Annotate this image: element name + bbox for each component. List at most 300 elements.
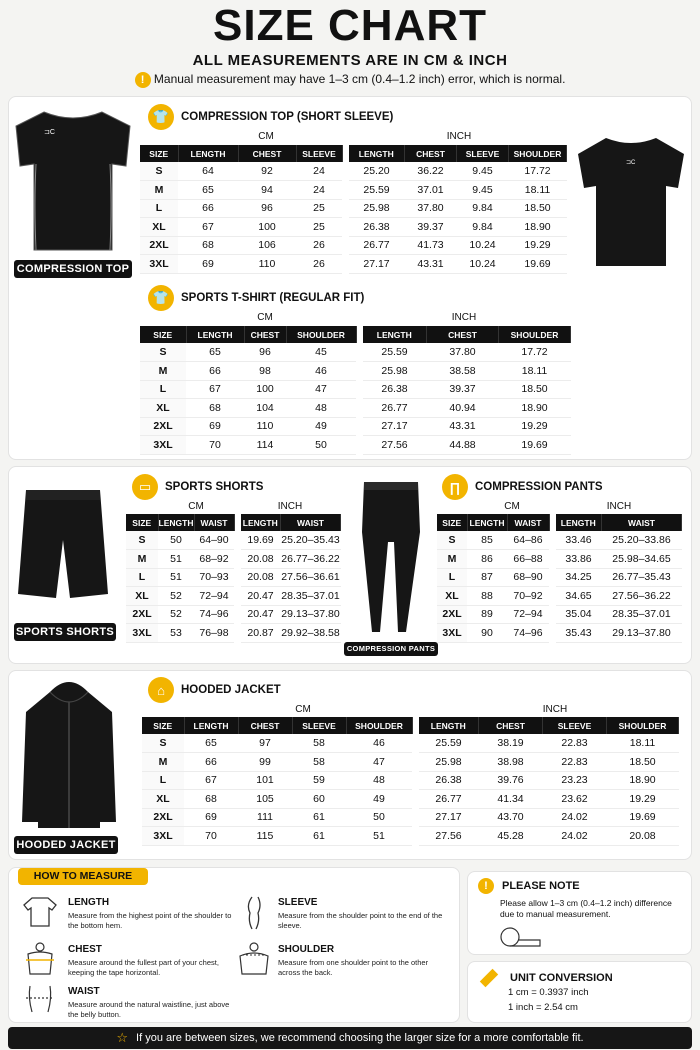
value-cell: 26.77 bbox=[419, 790, 479, 809]
cm-unit-label: CM bbox=[188, 501, 204, 512]
size-cell: 2XL bbox=[142, 808, 184, 827]
size-cell: S bbox=[142, 734, 184, 753]
value-cell: 18.11 bbox=[499, 362, 571, 381]
value-cell: 66 bbox=[184, 753, 238, 772]
column-header: LENGTH bbox=[556, 514, 602, 531]
value-cell: 26.77–35.43 bbox=[602, 568, 682, 587]
cm-table bbox=[140, 326, 357, 455]
value-cell: 18.50 bbox=[509, 199, 567, 218]
compression-pants-title: ∏ COMPRESSION PANTS bbox=[442, 474, 603, 500]
cm-unit-label: CM bbox=[257, 312, 273, 323]
value-cell: 74–96 bbox=[507, 624, 549, 643]
table-header-row bbox=[556, 514, 682, 531]
value-cell: 61 bbox=[292, 808, 346, 827]
exclamation-icon: ! bbox=[478, 878, 494, 894]
table-row bbox=[419, 790, 679, 809]
inch-table bbox=[556, 514, 683, 643]
value-cell: 92 bbox=[238, 162, 296, 181]
value-cell: 18.90 bbox=[499, 399, 571, 418]
table-row bbox=[241, 605, 341, 624]
sports-shorts-table bbox=[126, 514, 341, 643]
table-row bbox=[556, 624, 682, 643]
column-header: SHOULDER bbox=[509, 145, 567, 162]
value-cell: 49 bbox=[346, 790, 412, 809]
value-cell: 67 bbox=[186, 380, 244, 399]
table-row bbox=[140, 436, 356, 455]
table-row bbox=[140, 343, 356, 362]
compression-top-title: 👕 COMPRESSION TOP (SHORT SLEEVE) bbox=[148, 104, 393, 130]
measure-desc: Measure around the fullest part of your chest, keeping the tape horizontal. bbox=[68, 958, 219, 977]
size-cell: 3XL bbox=[140, 255, 178, 274]
table-row bbox=[126, 568, 234, 587]
inch-unit-label: INCH bbox=[446, 131, 472, 142]
value-cell: 20.47 bbox=[241, 587, 281, 606]
table-row bbox=[363, 343, 571, 362]
value-cell: 23.62 bbox=[543, 790, 607, 809]
value-cell: 25.98–34.65 bbox=[602, 550, 682, 569]
value-cell: 66–88 bbox=[507, 550, 549, 569]
table-row bbox=[140, 162, 342, 181]
size-cell: 3XL bbox=[140, 436, 186, 455]
value-cell: 64–86 bbox=[507, 531, 549, 550]
value-cell: 46 bbox=[286, 362, 356, 381]
table-header-row bbox=[140, 145, 342, 162]
table-row bbox=[140, 362, 356, 381]
value-cell: 37.80 bbox=[427, 343, 499, 362]
column-header: LENGTH bbox=[184, 717, 238, 734]
value-cell: 26.77 bbox=[349, 236, 405, 255]
table-row bbox=[437, 624, 549, 643]
back-shoulder-icon bbox=[236, 942, 272, 976]
value-cell: 66 bbox=[178, 199, 238, 218]
value-cell: 27.56–36.61 bbox=[281, 568, 341, 587]
value-cell: 68 bbox=[186, 399, 244, 418]
table-header-row bbox=[142, 717, 412, 734]
value-cell: 19.29 bbox=[607, 790, 679, 809]
table-row bbox=[556, 550, 682, 569]
table-row bbox=[349, 236, 567, 255]
table-row bbox=[349, 255, 567, 274]
value-cell: 39.37 bbox=[427, 380, 499, 399]
table-row bbox=[419, 771, 679, 790]
value-cell: 10.24 bbox=[457, 236, 509, 255]
value-cell: 25.98 bbox=[349, 199, 405, 218]
page-subtitle: ALL MEASUREMENTS ARE IN CM & INCH bbox=[192, 52, 508, 69]
value-cell: 26.38 bbox=[419, 771, 479, 790]
value-cell: 37.01 bbox=[405, 181, 457, 200]
value-cell: 43.31 bbox=[427, 417, 499, 436]
value-cell: 87 bbox=[467, 568, 507, 587]
value-cell: 18.11 bbox=[607, 734, 679, 753]
inch-unit-label: INCH bbox=[451, 312, 477, 323]
cm-unit-label: CM bbox=[295, 704, 311, 715]
value-cell: 24.02 bbox=[543, 827, 607, 846]
exclamation-icon: ! bbox=[135, 72, 151, 88]
size-cell: 3XL bbox=[437, 624, 467, 643]
value-cell: 23.23 bbox=[543, 771, 607, 790]
column-header: SHOULDER bbox=[499, 326, 571, 343]
value-cell: 22.83 bbox=[543, 734, 607, 753]
value-cell: 68–90 bbox=[507, 568, 549, 587]
compression-top-table bbox=[140, 145, 567, 274]
sports-shorts-title: ▭ SPORTS SHORTS bbox=[132, 474, 263, 500]
value-cell: 38.98 bbox=[479, 753, 543, 772]
value-cell: 44.88 bbox=[427, 436, 499, 455]
size-cell: S bbox=[140, 343, 186, 362]
cm-table bbox=[437, 514, 550, 643]
value-cell: 22.83 bbox=[543, 753, 607, 772]
sports-tshirt-title: 👕 SPORTS T-SHIRT (REGULAR FIT) bbox=[148, 285, 364, 311]
value-cell: 70 bbox=[184, 827, 238, 846]
size-cell: M bbox=[140, 181, 178, 200]
measure-name: SHOULDER bbox=[278, 944, 335, 955]
table-row bbox=[126, 550, 234, 569]
how-to-measure-heading: HOW TO MEASURE bbox=[18, 868, 148, 885]
size-cell: 2XL bbox=[126, 605, 158, 624]
value-cell: 43.31 bbox=[405, 255, 457, 274]
table-row bbox=[126, 587, 234, 606]
value-cell: 94 bbox=[238, 181, 296, 200]
value-cell: 41.34 bbox=[479, 790, 543, 809]
value-cell: 26 bbox=[296, 236, 342, 255]
value-cell: 25 bbox=[296, 199, 342, 218]
value-cell: 52 bbox=[158, 605, 194, 624]
value-cell: 105 bbox=[238, 790, 292, 809]
table-row bbox=[241, 568, 341, 587]
value-cell: 34.65 bbox=[556, 587, 602, 606]
size-cell: L bbox=[140, 380, 186, 399]
value-cell: 61 bbox=[292, 827, 346, 846]
sports-shorts-image bbox=[16, 484, 110, 610]
value-cell: 65 bbox=[184, 734, 238, 753]
table-header-row bbox=[126, 514, 234, 531]
size-cell: M bbox=[140, 362, 186, 381]
table-row bbox=[363, 436, 571, 455]
value-cell: 25.20–33.86 bbox=[602, 531, 682, 550]
column-header: LENGTH bbox=[363, 326, 427, 343]
value-cell: 9.84 bbox=[457, 199, 509, 218]
inch-table bbox=[241, 514, 342, 643]
value-cell: 29.92–38.58 bbox=[281, 624, 341, 643]
star-icon: ☆ bbox=[116, 1030, 129, 1045]
conversion-line: 1 inch = 2.54 cm bbox=[508, 1002, 578, 1013]
cm-unit-label: CM bbox=[504, 501, 520, 512]
table-header-row bbox=[363, 326, 571, 343]
value-cell: 25.20–35.43 bbox=[281, 531, 341, 550]
size-cell: 3XL bbox=[142, 827, 184, 846]
value-cell: 26.77 bbox=[363, 399, 427, 418]
value-cell: 47 bbox=[346, 753, 412, 772]
column-header: CHEST bbox=[427, 326, 499, 343]
table-row bbox=[419, 827, 679, 846]
conversion-line: 1 cm = 0.3937 inch bbox=[508, 987, 589, 998]
value-cell: 24 bbox=[296, 181, 342, 200]
measure-desc: Measure from one shoulder point to the other across the back. bbox=[278, 958, 429, 977]
value-cell: 90 bbox=[467, 624, 507, 643]
arm-sleeve-icon bbox=[236, 895, 272, 931]
column-header: LENGTH bbox=[158, 514, 194, 531]
size-cell: 2XL bbox=[437, 605, 467, 624]
column-header: SHOULDER bbox=[346, 717, 412, 734]
value-cell: 27.17 bbox=[349, 255, 405, 274]
value-cell: 39.37 bbox=[405, 218, 457, 237]
value-cell: 39.76 bbox=[479, 771, 543, 790]
table-row bbox=[363, 417, 571, 436]
value-cell: 97 bbox=[238, 734, 292, 753]
table-row bbox=[363, 380, 571, 399]
value-cell: 89 bbox=[467, 605, 507, 624]
table-row bbox=[140, 380, 356, 399]
shorts-icon: ▭ bbox=[132, 474, 158, 500]
hooded-jacket-table bbox=[142, 717, 679, 846]
value-cell: 64 bbox=[178, 162, 238, 181]
column-header: SIZE bbox=[140, 326, 186, 343]
column-header: LENGTH bbox=[467, 514, 507, 531]
size-cell: L bbox=[437, 568, 467, 587]
table-row bbox=[241, 550, 341, 569]
column-header: LENGTH bbox=[349, 145, 405, 162]
value-cell: 72–94 bbox=[507, 605, 549, 624]
value-cell: 19.29 bbox=[509, 236, 567, 255]
value-cell: 18.50 bbox=[607, 753, 679, 772]
size-cell: XL bbox=[140, 399, 186, 418]
compression-top-image bbox=[14, 104, 132, 256]
measure-desc: Measure around the natural waistline, just above the belly button. bbox=[68, 1000, 230, 1019]
compression-pants-image bbox=[344, 472, 438, 640]
value-cell: 9.84 bbox=[457, 218, 509, 237]
value-cell: 69 bbox=[178, 255, 238, 274]
value-cell: 100 bbox=[244, 380, 286, 399]
value-cell: 24.02 bbox=[543, 808, 607, 827]
value-cell: 98 bbox=[244, 362, 286, 381]
waist-icon bbox=[22, 984, 58, 1014]
size-cell: L bbox=[142, 771, 184, 790]
value-cell: 27.56 bbox=[363, 436, 427, 455]
value-cell: 26.38 bbox=[363, 380, 427, 399]
hooded-jacket-title: ⌂ HOODED JACKET bbox=[148, 677, 281, 703]
value-cell: 26.38 bbox=[349, 218, 405, 237]
table-row bbox=[140, 236, 342, 255]
table-row bbox=[140, 417, 356, 436]
measure-name: CHEST bbox=[68, 944, 102, 955]
value-cell: 29.13–37.80 bbox=[281, 605, 341, 624]
value-cell: 33.86 bbox=[556, 550, 602, 569]
column-header: WAIST bbox=[507, 514, 549, 531]
value-cell: 40.94 bbox=[427, 399, 499, 418]
table-row bbox=[363, 399, 571, 418]
column-header: SHOULDER bbox=[286, 326, 356, 343]
value-cell: 51 bbox=[158, 550, 194, 569]
unit-conversion-title: UNIT CONVERSION bbox=[478, 967, 613, 989]
pants-icon: ∏ bbox=[442, 474, 468, 500]
value-cell: 38.19 bbox=[479, 734, 543, 753]
value-cell: 18.11 bbox=[509, 181, 567, 200]
size-cell: XL bbox=[126, 587, 158, 606]
value-cell: 104 bbox=[244, 399, 286, 418]
value-cell: 35.04 bbox=[556, 605, 602, 624]
value-cell: 25.20 bbox=[349, 162, 405, 181]
table-header-row bbox=[241, 514, 341, 531]
value-cell: 86 bbox=[467, 550, 507, 569]
size-cell: L bbox=[126, 568, 158, 587]
value-cell: 68 bbox=[184, 790, 238, 809]
table-row bbox=[556, 587, 682, 606]
hooded-jacket-label: HOODED JACKET bbox=[14, 836, 118, 854]
size-cell: S bbox=[126, 531, 158, 550]
table-row bbox=[419, 734, 679, 753]
size-cell: M bbox=[437, 550, 467, 569]
value-cell: 26.77–36.22 bbox=[281, 550, 341, 569]
value-cell: 37.80 bbox=[405, 199, 457, 218]
size-cell: XL bbox=[140, 218, 178, 237]
value-cell: 110 bbox=[244, 417, 286, 436]
footer-banner bbox=[8, 1027, 692, 1049]
table-row bbox=[241, 531, 341, 550]
value-cell: 46 bbox=[346, 734, 412, 753]
size-cell: XL bbox=[437, 587, 467, 606]
value-cell: 65 bbox=[186, 343, 244, 362]
value-cell: 59 bbox=[292, 771, 346, 790]
compression-pants-label: COMPRESSION PANTS bbox=[344, 642, 438, 656]
value-cell: 48 bbox=[286, 399, 356, 418]
value-cell: 9.45 bbox=[457, 162, 509, 181]
value-cell: 50 bbox=[158, 531, 194, 550]
table-row bbox=[140, 399, 356, 418]
table-header-row bbox=[437, 514, 549, 531]
value-cell: 33.46 bbox=[556, 531, 602, 550]
size-cell: M bbox=[126, 550, 158, 569]
column-header: SIZE bbox=[126, 514, 158, 531]
value-cell: 20.08 bbox=[241, 568, 281, 587]
measure-name: LENGTH bbox=[68, 897, 110, 908]
table-row bbox=[556, 568, 682, 587]
column-header: LENGTH bbox=[178, 145, 238, 162]
value-cell: 69 bbox=[184, 808, 238, 827]
value-cell: 27.56 bbox=[419, 827, 479, 846]
table-row bbox=[556, 531, 682, 550]
table-row bbox=[142, 771, 412, 790]
value-cell: 28.35–37.01 bbox=[281, 587, 341, 606]
column-header: WAIST bbox=[281, 514, 341, 531]
value-cell: 96 bbox=[244, 343, 286, 362]
table-row bbox=[140, 255, 342, 274]
value-cell: 20.08 bbox=[607, 827, 679, 846]
value-cell: 18.90 bbox=[607, 771, 679, 790]
table-row bbox=[349, 181, 567, 200]
measure-name: WAIST bbox=[68, 986, 100, 997]
please-note-text: Please allow 1–3 cm (0.4–1.2 inch) difference due to manual measurement. bbox=[500, 898, 672, 919]
table-header-row bbox=[419, 717, 679, 734]
table-row bbox=[349, 199, 567, 218]
inch-unit-label: INCH bbox=[542, 704, 568, 715]
value-cell: 60 bbox=[292, 790, 346, 809]
value-cell: 43.70 bbox=[479, 808, 543, 827]
value-cell: 19.69 bbox=[241, 531, 281, 550]
table-row bbox=[142, 753, 412, 772]
value-cell: 66 bbox=[186, 362, 244, 381]
table-row bbox=[437, 568, 549, 587]
torso-chest-icon bbox=[22, 942, 58, 976]
warning-text: Manual measurement may have 1–3 cm (0.4–1.2 inch) error, which is normal. bbox=[153, 72, 566, 87]
value-cell: 101 bbox=[238, 771, 292, 790]
column-header: LENGTH bbox=[419, 717, 479, 734]
value-cell: 25.98 bbox=[363, 362, 427, 381]
compression-top-label: COMPRESSION TOP bbox=[14, 260, 132, 278]
table-row bbox=[437, 531, 549, 550]
table-row bbox=[126, 624, 234, 643]
value-cell: 34.25 bbox=[556, 568, 602, 587]
ruler-icon bbox=[478, 967, 500, 989]
value-cell: 17.72 bbox=[509, 162, 567, 181]
value-cell: 65 bbox=[178, 181, 238, 200]
value-cell: 25.59 bbox=[363, 343, 427, 362]
table-row bbox=[142, 790, 412, 809]
column-header: SLEEVE bbox=[292, 717, 346, 734]
value-cell: 74–96 bbox=[194, 605, 234, 624]
value-cell: 25 bbox=[296, 218, 342, 237]
hoodie-icon: ⌂ bbox=[148, 677, 174, 703]
svg-text:⊐C: ⊐C bbox=[44, 129, 55, 136]
table-row bbox=[349, 218, 567, 237]
compression-pants-table bbox=[437, 514, 682, 643]
size-cell: M bbox=[142, 753, 184, 772]
table-row bbox=[126, 605, 234, 624]
column-header: WAIST bbox=[602, 514, 682, 531]
column-header: SIZE bbox=[437, 514, 467, 531]
value-cell: 20.08 bbox=[241, 550, 281, 569]
table-row bbox=[363, 362, 571, 381]
value-cell: 52 bbox=[158, 587, 194, 606]
value-cell: 110 bbox=[238, 255, 296, 274]
size-cell: S bbox=[437, 531, 467, 550]
size-cell: 2XL bbox=[140, 236, 178, 255]
page-title: SIZE CHART bbox=[213, 1, 487, 50]
table-row bbox=[437, 605, 549, 624]
value-cell: 18.50 bbox=[499, 380, 571, 399]
inch-unit-label: INCH bbox=[606, 501, 632, 512]
table-row bbox=[126, 531, 234, 550]
size-cell: 3XL bbox=[126, 624, 158, 643]
value-cell: 41.73 bbox=[405, 236, 457, 255]
tape-measure-icon bbox=[498, 926, 542, 948]
value-cell: 68 bbox=[178, 236, 238, 255]
tshirt-length-icon bbox=[22, 895, 58, 929]
value-cell: 45 bbox=[286, 343, 356, 362]
table-header-row bbox=[349, 145, 567, 162]
value-cell: 85 bbox=[467, 531, 507, 550]
value-cell: 49 bbox=[286, 417, 356, 436]
value-cell: 38.58 bbox=[427, 362, 499, 381]
value-cell: 50 bbox=[346, 808, 412, 827]
value-cell: 100 bbox=[238, 218, 296, 237]
size-cell: 2XL bbox=[140, 417, 186, 436]
column-header: SHOULDER bbox=[607, 717, 679, 734]
value-cell: 53 bbox=[158, 624, 194, 643]
table-row bbox=[241, 624, 341, 643]
table-row bbox=[140, 218, 342, 237]
size-cell: XL bbox=[142, 790, 184, 809]
value-cell: 25.59 bbox=[349, 181, 405, 200]
value-cell: 58 bbox=[292, 734, 346, 753]
please-note-title: ! PLEASE NOTE bbox=[478, 878, 580, 894]
measurement-warning bbox=[0, 72, 700, 88]
table-row bbox=[437, 587, 549, 606]
column-header: SLEEVE bbox=[296, 145, 342, 162]
table-row bbox=[349, 162, 567, 181]
value-cell: 27.17 bbox=[419, 808, 479, 827]
value-cell: 96 bbox=[238, 199, 296, 218]
cm-table bbox=[126, 514, 235, 643]
